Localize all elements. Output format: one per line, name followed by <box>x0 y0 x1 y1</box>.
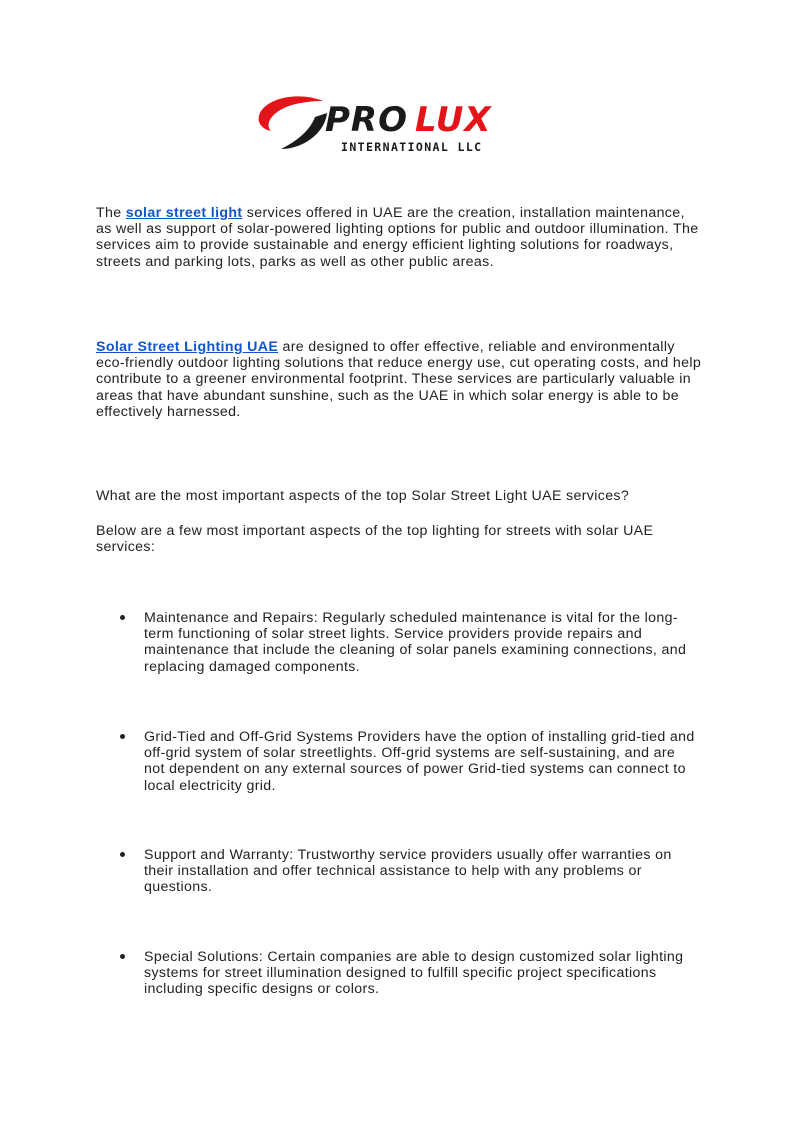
intro-rest: services offered in UAE are the creation, installation maintenance, as well as support of solar-powered lighting options for public and outdoor illumination. The services aim to provide sustainable and energy efficient lighting solutions for roadways, streets and parking lots, parks as well as other public areas. <box>96 205 699 270</box>
list-item-text: Support and Warranty: Trustworthy service providers usually offer warranties on their installation and offer technical assistance to help with any problems or questions. <box>144 847 672 896</box>
bullet-icon <box>120 852 125 857</box>
lighting-uae-paragraph <box>96 339 702 420</box>
aspects-intro: Below are a few most important aspects of the top lighting for streets with solar UAE services: <box>96 523 654 556</box>
solar-street-light-link[interactable]: solar street light <box>125 205 243 221</box>
logo-subtitle: INTERNATIONAL LLC <box>341 140 483 154</box>
question-heading: What are the most important aspects of the top Solar Street Light UAE services? <box>96 488 630 504</box>
bullet-icon <box>120 954 125 959</box>
logo-swoosh-black-icon <box>281 113 327 149</box>
intro-paragraph <box>96 205 702 270</box>
prolux-logo-graphic <box>253 93 543 159</box>
solar-street-lighting-uae-link[interactable]: Solar Street Lighting UAE <box>96 339 279 355</box>
logo-brand-accent: LUX <box>415 100 492 140</box>
bullet-icon <box>120 615 125 620</box>
company-logo <box>253 93 543 159</box>
intro-lead: The <box>96 205 126 221</box>
lighting-uae-rest: are designed to offer effective, reliable and environmentally eco-friendly outdoor lighting solutions that reduce energy use, cut operating costs, and help contribute to a greener environmental footprint. These services are particularly valuable in areas that have abundant sunshine, such as the UAE in which solar energy is able to be effectively harnessed. <box>96 339 702 420</box>
bullet-icon <box>120 734 125 739</box>
list-item-text: Maintenance and Repairs: Regularly scheduled maintenance is vital for the long-term functioning of solar street lights. Service providers provide repairs and maintenance that include the cleaning of solar panels examining connections, and replacing damaged components. <box>144 610 687 675</box>
logo-brand-primary: PRO <box>325 100 409 140</box>
list-item-text: Special Solutions: Certain companies are able to design customized solar lighting systems for street illumination designed to fulfill specific project specifications including specific designs or colors. <box>144 949 684 998</box>
list-item-text: Grid-Tied and Off-Grid Systems Providers have the option of installing grid-tied and off-grid system of solar streetlights. Off-grid systems are self-sustaining, and are not dependent on any external sources of power Grid-tied systems can connect to local electricity grid. <box>144 729 695 794</box>
